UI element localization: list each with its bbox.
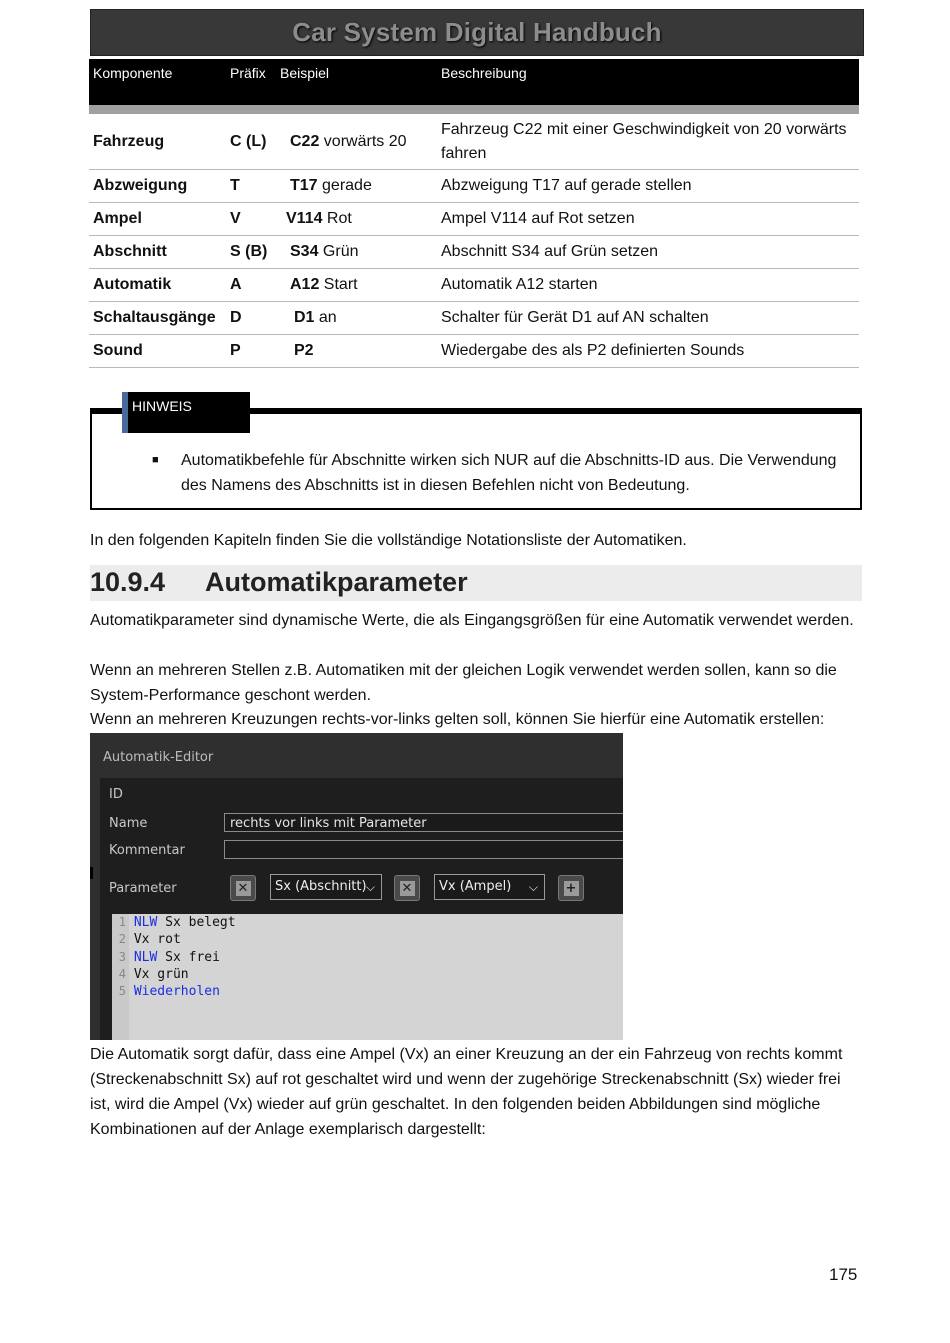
code-keyword: NLW — [133, 915, 158, 930]
cell-prefix: C (L) — [226, 110, 276, 170]
edge-mark — [90, 867, 93, 879]
page-number: 175 — [829, 1265, 858, 1284]
cell-description: Abzweigung T17 auf gerade stellen — [437, 170, 859, 203]
example-value: Grün — [318, 243, 359, 260]
table-row — [89, 170, 859, 203]
automatik-editor-screenshot — [90, 733, 623, 1040]
code-line — [112, 967, 189, 984]
cell-prefix: S (B) — [226, 236, 276, 269]
example-value: an — [314, 309, 337, 326]
cell-component: Automatik — [89, 269, 226, 302]
line-number: 4 — [118, 967, 126, 981]
line-number: 5 — [118, 984, 126, 998]
table-row — [89, 269, 859, 302]
code-text: Vx rot — [133, 932, 181, 947]
hint-text: Automatikbefehle für Abschnitte wirken sich NUR auf die Abschnitts-ID aus. Die Verwendung des Namens des Abschnitts ist in diesen Befehlen nicht von Bedeutung. — [181, 452, 837, 494]
cell-component: Schaltausgänge — [89, 302, 226, 335]
code-text: Sx frei — [157, 950, 220, 965]
example-id: P2 — [294, 342, 314, 359]
col-header-description: Beschreibung — [437, 59, 859, 110]
cell-prefix: P — [226, 335, 276, 368]
cell-example — [276, 302, 437, 335]
example-id: A12 — [290, 276, 320, 293]
hint-label: HINWEIS — [132, 398, 192, 414]
plus-icon: + — [564, 881, 579, 896]
line-number: 1 — [118, 915, 126, 929]
name-field[interactable]: rechts vor links mit Parameter — [224, 813, 623, 832]
code-text: Vx grün — [133, 967, 189, 982]
section-number: 10.9.4 — [90, 567, 166, 597]
cell-example — [276, 236, 437, 269]
example-value: gerade — [317, 177, 372, 194]
cell-example — [276, 269, 437, 302]
table-row — [89, 236, 859, 269]
col-header-example: Beispiel — [276, 59, 437, 110]
cell-description: Schalter für Gerät D1 auf AN schalten — [437, 302, 859, 335]
col-header-prefix: Präfix — [226, 59, 276, 110]
cell-prefix: D — [226, 302, 276, 335]
cell-component: Fahrzeug — [89, 110, 226, 170]
code-text: Sx belegt — [157, 915, 236, 930]
line-number: 3 — [118, 950, 126, 964]
cell-prefix: T — [226, 170, 276, 203]
close-icon: ✕ — [236, 881, 251, 896]
remove-parameter-button[interactable] — [394, 875, 420, 901]
hint-label-tab — [122, 392, 250, 433]
notation-table — [89, 59, 859, 368]
code-line — [112, 984, 220, 1001]
square-bullet-icon: ■ — [152, 454, 159, 466]
code-editor[interactable] — [112, 914, 623, 1040]
close-icon: ✕ — [400, 881, 415, 896]
cell-description: Wiedergabe des als P2 definierten Sounds — [437, 335, 859, 368]
parameter-label: Parameter — [109, 881, 177, 896]
section-title: Automatikparameter — [205, 567, 468, 597]
cell-component: Sound — [89, 335, 226, 368]
code-line — [112, 950, 220, 967]
table-header-row — [89, 59, 859, 110]
section-heading — [90, 565, 862, 601]
cell-example — [276, 335, 437, 368]
comment-field[interactable] — [224, 840, 623, 859]
example-id: D1 — [294, 309, 315, 326]
example-id: V114 — [286, 210, 323, 227]
cell-description: Abschnitt S34 auf Grün setzen — [437, 236, 859, 269]
example-value: Rot — [322, 210, 352, 227]
cell-component: Abzweigung — [89, 170, 226, 203]
add-parameter-button[interactable] — [558, 875, 584, 901]
line-number: 2 — [118, 932, 126, 946]
example-id: S34 — [290, 243, 319, 260]
name-label: Name — [109, 816, 148, 831]
table-row — [89, 110, 859, 170]
comment-label: Kommentar — [109, 843, 185, 858]
page-header-title: Car System Digital Handbuch — [90, 9, 864, 56]
chevron-down-icon: ⌵ — [365, 880, 375, 894]
table-row — [89, 302, 859, 335]
closing-paragraph: Die Automatik sorgt dafür, dass eine Ampel (Vx) an einer Kreuzung an der ein Fahrzeug von rechts kommt (Streckenabschnitt Sx) auf rot geschaltet wird und wenn der zugehörige Streckenabschnitt (Sx) wieder frei ist, wird die Ampel (Vx) wieder auf grün geschaltet. In den folgenden beiden Abbildungen sind mögliche Kombinationen auf der Anlage exemplarisch dargestellt: — [90, 1046, 843, 1138]
hint-list-item — [152, 448, 847, 498]
example-value: vorwärts 20 — [319, 132, 407, 150]
parameter-select-value: Sx (Abschnitt) — [275, 879, 367, 894]
cell-prefix: V — [226, 203, 276, 236]
col-header-component: Komponente — [89, 59, 226, 110]
cell-component: Ampel — [89, 203, 226, 236]
cell-description: Ampel V114 auf Rot setzen — [437, 203, 859, 236]
example-value: Start — [319, 276, 358, 293]
code-keyword: NLW — [133, 950, 158, 965]
parameter-select[interactable] — [434, 874, 545, 900]
example-id: C22 — [290, 132, 320, 150]
body-paragraph: Wenn an mehreren Stellen z.B. Automatiken mit der gleichen Logik verwendet werden sollen, kann so die System-Performance geschont werden. — [90, 662, 837, 704]
cell-description: Fahrzeug C22 mit einer Geschwindigkeit von 20 vorwärts fahren — [437, 110, 859, 170]
parameter-select-value: Vx (Ampel) — [439, 879, 512, 894]
code-line — [112, 932, 181, 949]
code-line — [112, 915, 236, 932]
cell-component: Abschnitt — [89, 236, 226, 269]
table-row — [89, 203, 859, 236]
example-id: T17 — [290, 177, 318, 194]
intro-paragraph: In den folgenden Kapiteln finden Sie die vollständige Notationsliste der Automatiken. — [90, 532, 687, 549]
cell-example — [276, 110, 437, 170]
body-paragraph: Wenn an mehreren Kreuzungen rechts-vor-links gelten soll, können Sie hierfür eine Automatik erstellen: — [90, 711, 825, 728]
editor-window-title: Automatik-Editor — [103, 750, 214, 765]
parameter-select[interactable] — [270, 874, 382, 900]
cell-example — [276, 203, 437, 236]
cell-description: Automatik A12 starten — [437, 269, 859, 302]
remove-parameter-button[interactable] — [230, 875, 256, 901]
id-label: ID — [109, 787, 123, 802]
cell-prefix: A — [226, 269, 276, 302]
code-keyword: Wiederholen — [133, 984, 220, 999]
chevron-down-icon: ⌵ — [528, 880, 538, 894]
body-paragraph: Automatikparameter sind dynamische Werte, die als Eingangsgrößen für eine Automatik verwendet werden. — [90, 612, 854, 629]
cell-example — [276, 170, 437, 203]
table-row — [89, 335, 859, 368]
